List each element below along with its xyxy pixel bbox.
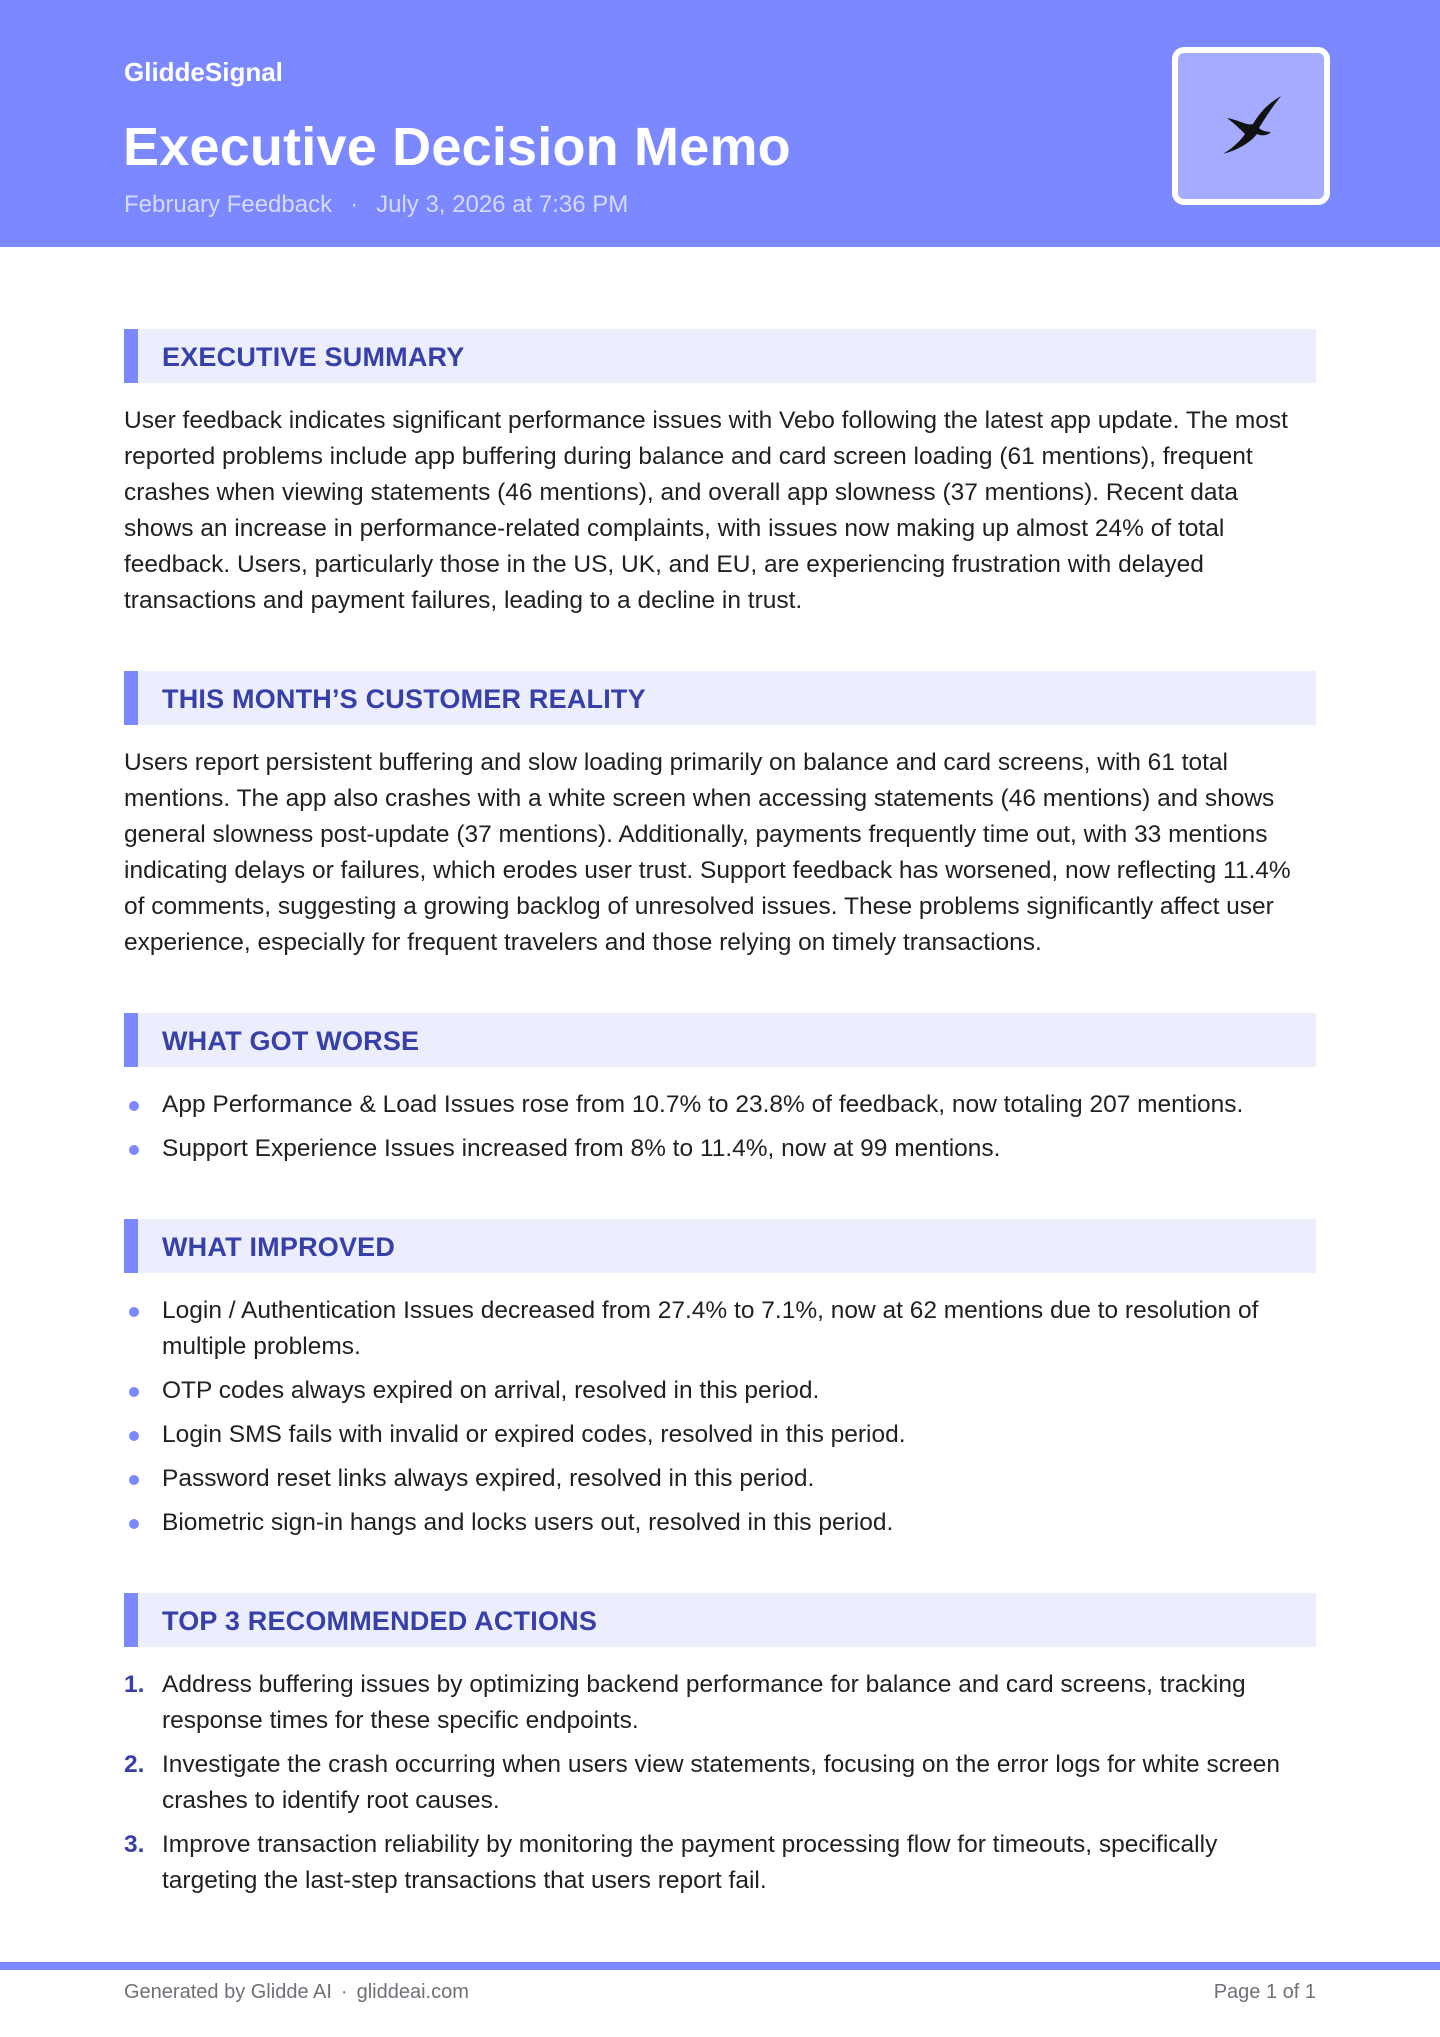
section-heading-label: WHAT GOT WORSE (162, 1026, 420, 1056)
page-number: Page 1 of 1 (1213, 1981, 1316, 2003)
list-item-text: Login SMS fails with invalid or expired codes, resolved in this period. (162, 1421, 906, 1448)
list-item (124, 1747, 1316, 1819)
footer-generated: Generated by Glidde AI (124, 1981, 332, 2003)
list-item-text: OTP codes always expired on arrival, resolved in this period. (162, 1377, 820, 1404)
list-item-text: Support Experience Issues increased from 8% to 11.4%, now at 99 mentions. (162, 1135, 1001, 1162)
bullet-icon (129, 1519, 139, 1529)
footer-credit (124, 1981, 469, 2004)
bullet-icon (129, 1145, 139, 1155)
bullet-icon (129, 1101, 139, 1111)
list-item-text: Login / Authentication Issues decreased from 27.4% to 7.1%, now at 62 mentions due to resolution of multiple problems. (162, 1297, 1259, 1360)
memo-header (0, 0, 1440, 247)
bullet-icon (129, 1431, 139, 1441)
section-heading (124, 1013, 1316, 1067)
memo-timestamp: July 3, 2026 at 7:36 PM (376, 191, 629, 218)
list-item-text: Biometric sign-in hangs and locks users out, resolved in this period. (162, 1509, 894, 1536)
list-item-text: Investigate the crash occurring when users view statements, focusing on the error logs for white screen crashes to identify root causes. (162, 1751, 1281, 1814)
memo-meta (124, 191, 628, 219)
brand-name: GliddeSignal (124, 57, 283, 87)
section-heading (124, 1219, 1316, 1273)
page-title: Executive Decision Memo (123, 117, 791, 177)
bullet-icon (129, 1387, 139, 1397)
footer-separator: · (340, 1981, 348, 2003)
list-item-text: Password reset links always expired, resolved in this period. (162, 1465, 815, 1492)
logo (1172, 47, 1330, 205)
bullet-icon (129, 1307, 139, 1317)
section-heading-label: EXECUTIVE SUMMARY (162, 342, 465, 372)
section-what-got-worse (124, 1013, 1316, 1167)
section-recommended-actions (124, 1593, 1316, 1899)
list-item (124, 1417, 1316, 1453)
list-item-text: App Performance & Load Issues rose from 10.7% to 23.8% of feedback, now totaling 207 mentions. (162, 1091, 1244, 1118)
bullet-icon (129, 1475, 139, 1485)
section-heading-label: TOP 3 RECOMMENDED ACTIONS (162, 1606, 598, 1636)
list-item (124, 1461, 1316, 1497)
section-what-improved (124, 1219, 1316, 1541)
item-number: 2. (124, 1751, 145, 1778)
item-number: 1. (124, 1671, 145, 1698)
list-item (124, 1293, 1316, 1365)
footer-site-link[interactable]: gliddeai.com (356, 1981, 469, 2003)
list-item (124, 1505, 1316, 1541)
list-item (124, 1131, 1316, 1167)
worse-list (124, 1087, 1316, 1167)
list-item-text: Improve transaction reliability by monitoring the payment processing flow for timeouts, specifically targeting the last-step transactions that users report fail. (162, 1831, 1218, 1894)
memo-body (124, 329, 1316, 1951)
meta-separator: · (350, 191, 359, 218)
list-item-text: Address buffering issues by optimizing backend performance for balance and card screens, tracking response times for these specific endpoints. (162, 1671, 1246, 1734)
list-item (124, 1667, 1316, 1739)
list-item (124, 1373, 1316, 1409)
footer-divider (0, 1962, 1440, 1970)
list-item (124, 1087, 1316, 1123)
reality-paragraph: Users report persistent buffering and slow loading primarily on balance and card screens, with 61 total mentions. The app also crashes with a white screen when accessing statements (46 mentions) and shows general slowness post-update (37 mentions). Additionally, payments frequently time out, with 33 mentions indicating delays or failures, which erodes user trust. Support feedback has worsened, now reflecting 11.4% of comments, suggesting a growing backlog of unresolved issues. These problems significantly affect user experience, especially for frequent travelers and those relying on timely transactions. (124, 749, 1291, 956)
section-heading (124, 1593, 1316, 1647)
item-number: 3. (124, 1831, 145, 1858)
bird-icon (1215, 90, 1287, 162)
improved-list (124, 1293, 1316, 1541)
section-heading (124, 671, 1316, 725)
memo-period: February Feedback (124, 191, 333, 218)
section-heading-label: WHAT IMPROVED (162, 1232, 396, 1262)
section-customer-reality (124, 671, 1316, 961)
actions-list (124, 1667, 1316, 1899)
section-heading (124, 329, 1316, 383)
list-item (124, 1827, 1316, 1899)
summary-paragraph: User feedback indicates significant performance issues with Vebo following the latest app update. The most reported problems include app buffering during balance and card screen loading (61 mentions), frequent crashes when viewing statements (46 mentions), and overall app slowness (37 mentions). Recent data shows an increase in performance-related complaints, with issues now making up almost 24% of total feedback. Users, particularly those in the US, UK, and EU, are experiencing frustration with delayed transactions and payment failures, leading to a decline in trust. (124, 407, 1288, 614)
section-heading-label: THIS MONTH’S CUSTOMER REALITY (162, 684, 646, 714)
section-executive-summary (124, 329, 1316, 619)
